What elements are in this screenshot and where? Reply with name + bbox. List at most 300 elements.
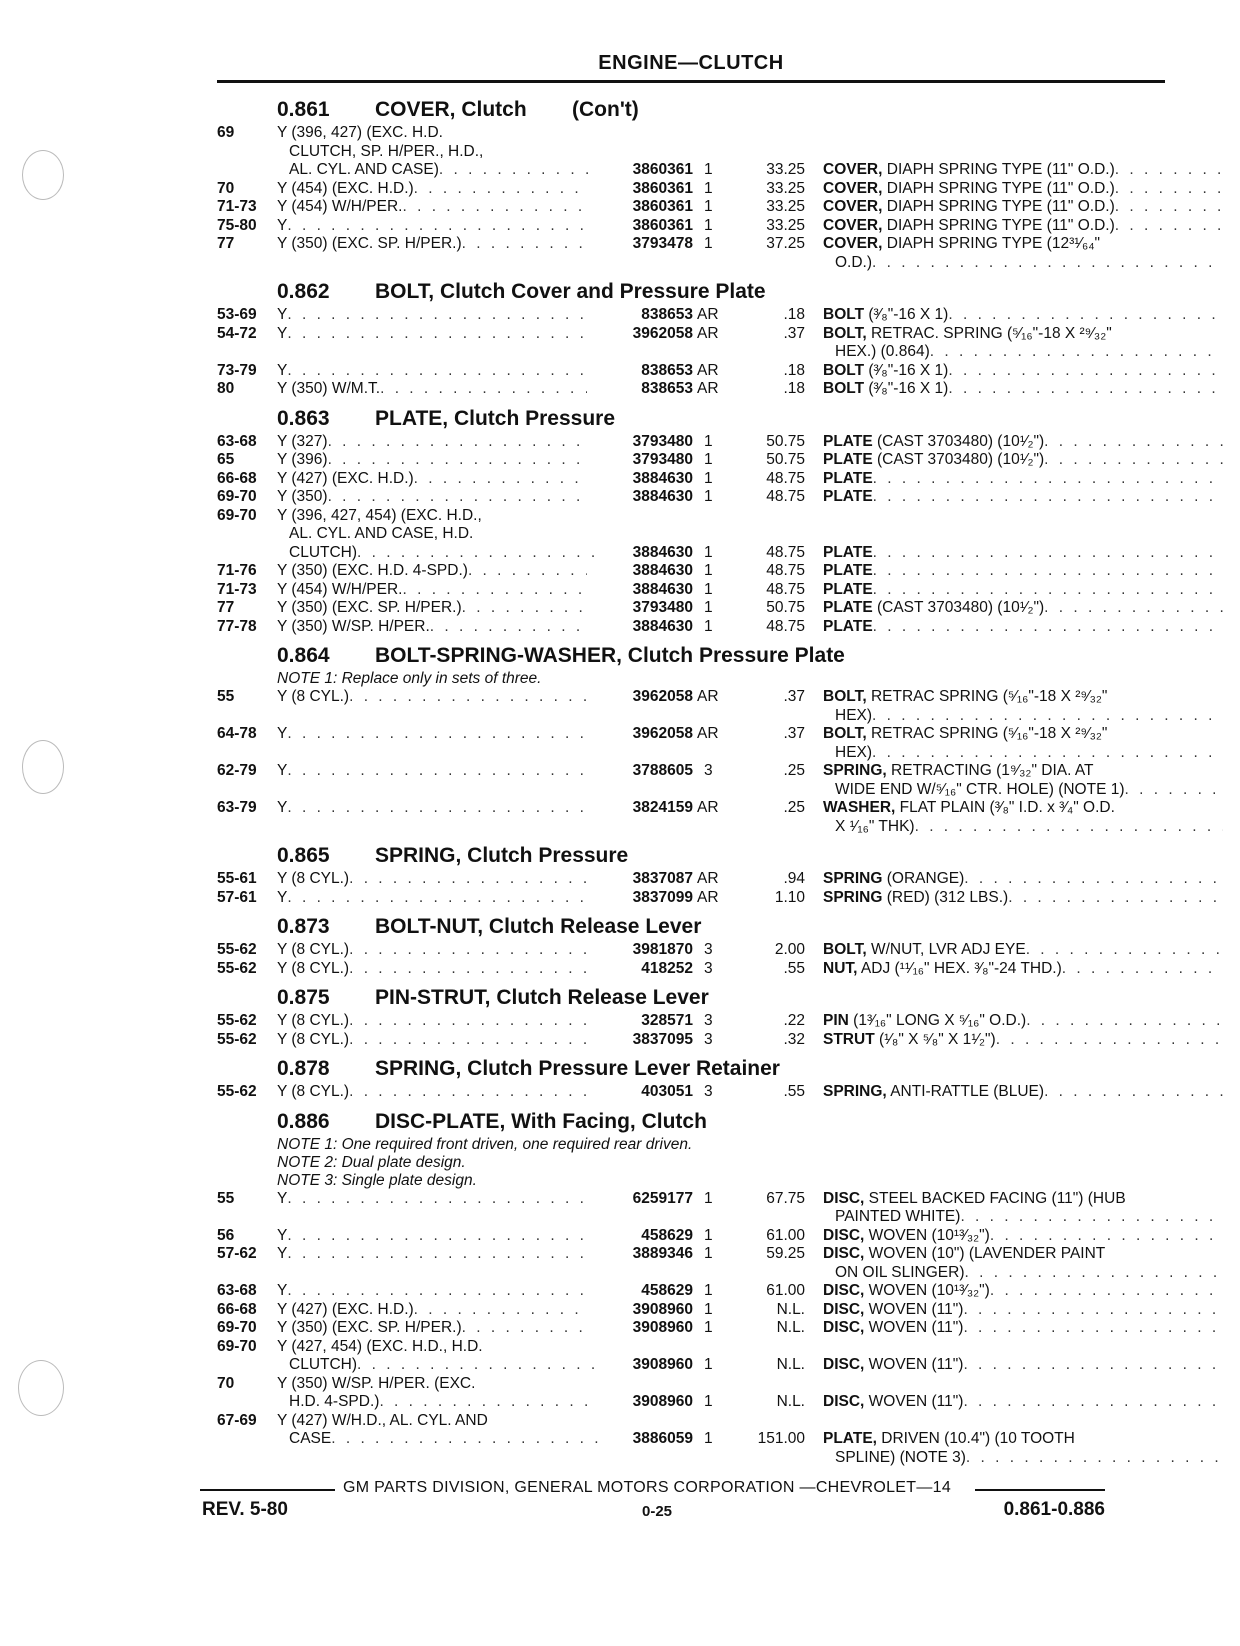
application: Y xyxy=(277,324,288,342)
catalog-row xyxy=(217,1227,1167,1246)
dot-leader xyxy=(1008,889,1223,908)
price: 61.00 xyxy=(766,1282,805,1299)
price: N.L. xyxy=(776,1319,805,1336)
catalog-row xyxy=(217,380,1167,399)
dot-leader xyxy=(462,599,587,618)
description-keyword: PLATE xyxy=(823,580,873,598)
quantity: 1 xyxy=(704,488,713,505)
dot-leader xyxy=(872,707,1223,726)
dot-leader xyxy=(930,343,1223,362)
footer-corporation: GM PARTS DIVISION, GENERAL MOTORS CORPORATION —CHEVROLET—14 xyxy=(343,1479,952,1496)
description-text: ADJ (¹¹⁄₁₆" HEX. ³⁄₈"-24 THD.) xyxy=(860,959,1062,977)
catalog-row xyxy=(217,433,1167,452)
application: Y (8 CYL.) xyxy=(277,1030,350,1048)
description-text: WIDE END W/⁵⁄₁₆" CTR. HOLE) (NOTE 1) xyxy=(835,780,1125,798)
model-years: 57-62 xyxy=(217,1245,257,1262)
price: .55 xyxy=(783,959,805,977)
quantity: 1 xyxy=(704,235,713,252)
section-heading xyxy=(217,1053,1167,1083)
model-years: 54-72 xyxy=(217,324,257,342)
part-number: 3884630 xyxy=(632,562,693,579)
catalog-row xyxy=(217,1301,1167,1320)
dot-leader xyxy=(948,306,1223,325)
application: Y (350) (EXC. SP. H/PER.) xyxy=(277,599,462,616)
price: 48.75 xyxy=(766,580,805,598)
part-number: 3860361 xyxy=(632,216,693,234)
dot-leader xyxy=(414,180,587,199)
price: .37 xyxy=(783,324,805,342)
catalog-row xyxy=(217,1375,1167,1412)
dot-leader xyxy=(960,1208,1223,1227)
catalog-row xyxy=(217,889,1167,908)
quantity: AR xyxy=(697,324,719,342)
description-keyword: SPRING, xyxy=(823,762,887,779)
catalog-row xyxy=(217,217,1167,236)
section-name: BOLT-NUT, Clutch Release Lever xyxy=(375,915,702,938)
application: Y (454) W/H/PER. xyxy=(277,198,403,215)
quantity: AR xyxy=(697,361,719,379)
dot-leader xyxy=(349,941,587,960)
model-years: 63-79 xyxy=(217,799,257,816)
part-number: 3908960 xyxy=(632,1319,693,1336)
dot-leader xyxy=(414,470,587,489)
application: Y (396, 427) (EXC. H.D. xyxy=(277,124,443,141)
dot-leader xyxy=(964,1264,1223,1283)
application: Y (350) W/SP. H/PER. xyxy=(277,617,430,635)
description-text: DRIVEN (10.4") (10 TOOTH xyxy=(881,1430,1075,1447)
dot-leader xyxy=(287,1190,587,1209)
section-continued: (Con't) xyxy=(572,98,639,121)
price: N.L. xyxy=(776,1356,805,1373)
description-keyword: PIN xyxy=(823,1012,849,1029)
model-years: 55 xyxy=(217,688,235,705)
description-keyword: DISC, xyxy=(823,1300,865,1318)
quantity: AR xyxy=(697,688,719,705)
price: 48.75 xyxy=(766,469,805,487)
description-text: DIAPH SPRING TYPE (11" O.D.) xyxy=(886,179,1115,197)
section-note: NOTE 1: One required front driven, one required rear driven. xyxy=(277,1135,693,1153)
application: Y xyxy=(277,216,288,234)
description-keyword: COVER, xyxy=(823,235,883,252)
section-heading xyxy=(217,640,1167,670)
catalog-row xyxy=(217,1282,1167,1301)
description-text: WOVEN (10¹³⁄₃₂") xyxy=(868,1282,990,1299)
section-heading xyxy=(217,1106,1167,1136)
section-number: 0.886 xyxy=(277,1109,330,1133)
section-number: 0.878 xyxy=(277,1057,330,1080)
model-years: 55 xyxy=(217,1189,235,1207)
dot-leader xyxy=(380,380,587,399)
dot-leader xyxy=(873,488,1223,507)
price: .37 xyxy=(783,725,805,742)
price: .18 xyxy=(783,380,805,397)
application: Y (350) W/SP. H/PER. (EXC. xyxy=(277,1374,476,1392)
catalog-row xyxy=(217,488,1167,507)
catalog-row xyxy=(217,1319,1167,1338)
model-years: 62-79 xyxy=(217,762,257,779)
model-years: 53-69 xyxy=(217,306,257,323)
description-text: (CAST 3703480) (10¹⁄₂") xyxy=(876,451,1045,468)
description-keyword: NUT, xyxy=(823,959,858,977)
model-years: 71-76 xyxy=(217,562,257,579)
price: 50.75 xyxy=(766,451,805,468)
part-number: 458629 xyxy=(641,1226,693,1244)
catalog-row xyxy=(217,1083,1167,1102)
dot-leader xyxy=(287,1227,587,1246)
dot-leader xyxy=(873,618,1223,637)
price: 67.75 xyxy=(766,1189,805,1207)
description-text: (³⁄₈"-16 X 1) xyxy=(868,306,949,323)
catalog-row xyxy=(217,725,1167,762)
binder-hole-mark xyxy=(18,1360,64,1416)
description-keyword: PLATE xyxy=(823,617,873,635)
dot-leader xyxy=(287,1282,587,1301)
description-keyword: STRUT xyxy=(823,1030,875,1048)
dot-leader xyxy=(963,1319,1223,1338)
description-keyword: PLATE xyxy=(823,469,873,487)
application: Y (396, 427, 454) (EXC. H.D., xyxy=(277,506,482,524)
application: CLUTCH, SP. H/PER., H.D., xyxy=(289,142,484,160)
application: AL. CYL. AND CASE, H.D. xyxy=(289,525,474,542)
description-keyword: BOLT xyxy=(823,361,865,379)
footer-page-number: 0-25 xyxy=(642,1503,673,1520)
description-keyword: BOLT, xyxy=(823,324,867,342)
catalog-row xyxy=(217,762,1167,799)
price: 59.25 xyxy=(766,1245,805,1262)
quantity: AR xyxy=(697,888,719,906)
application: Y xyxy=(277,725,288,742)
description-text: (ORANGE) xyxy=(886,870,965,887)
dot-leader xyxy=(439,161,599,180)
quantity: AR xyxy=(697,870,719,887)
description-text: DIAPH SPRING TYPE (11" O.D.) xyxy=(886,216,1115,234)
part-number: 3793478 xyxy=(632,235,693,252)
part-number: 3884630 xyxy=(632,543,693,561)
dot-leader xyxy=(357,1356,599,1375)
part-number: 3824159 xyxy=(632,799,693,816)
price: 151.00 xyxy=(757,1430,805,1447)
model-years: 71-73 xyxy=(217,198,257,215)
catalog-row xyxy=(217,180,1167,199)
dot-leader xyxy=(462,235,587,254)
dot-leader xyxy=(414,1301,587,1320)
part-number: 3837087 xyxy=(632,870,693,887)
description-keyword: COVER, xyxy=(823,161,883,178)
description-text: SPLINE) (NOTE 3) xyxy=(835,1448,966,1466)
dot-leader xyxy=(990,1282,1223,1301)
dot-leader xyxy=(349,1031,587,1050)
application: H.D. 4-SPD.) xyxy=(289,1393,380,1410)
quantity: 3 xyxy=(704,1030,713,1048)
quantity: 1 xyxy=(704,617,713,635)
description-text: RETRAC SPRING (⁵⁄₁₆"-18 X ²⁹⁄₃₂" xyxy=(870,688,1108,705)
model-years: 55-62 xyxy=(217,1030,257,1048)
section-note: NOTE 3: Single plate design. xyxy=(277,1171,477,1189)
page-header xyxy=(217,52,1165,83)
application: CLUTCH) xyxy=(289,1356,358,1373)
part-number: 3860361 xyxy=(632,161,693,178)
price: .25 xyxy=(783,799,805,816)
part-number: 3788605 xyxy=(632,762,693,779)
quantity: 1 xyxy=(704,432,713,450)
price: .25 xyxy=(783,762,805,779)
dot-leader xyxy=(1125,781,1224,800)
dot-leader xyxy=(402,581,587,600)
description-text: HEX.) (0.864) xyxy=(835,343,930,360)
description-text: (CAST 3703480) (10¹⁄₂") xyxy=(876,599,1045,616)
application: Y (350) xyxy=(277,488,328,505)
description-text: X ¹⁄₁₆" THK) xyxy=(835,817,915,835)
description-text: (CAST 3703480) (10¹⁄₂") xyxy=(876,432,1045,450)
description-keyword: DISC, xyxy=(823,1319,865,1336)
application: Y (8 CYL.) xyxy=(277,1083,350,1100)
model-years: 56 xyxy=(217,1226,235,1244)
description-keyword: PLATE xyxy=(823,562,873,579)
dot-leader xyxy=(1115,217,1223,236)
dot-leader xyxy=(1115,198,1223,217)
dot-leader xyxy=(996,1031,1223,1050)
section-name: SPRING, Clutch Pressure xyxy=(375,844,629,867)
catalog-row xyxy=(217,799,1167,836)
part-number: 3908960 xyxy=(632,1300,693,1318)
price: .55 xyxy=(783,1083,805,1100)
part-number: 3793480 xyxy=(632,451,693,468)
description-keyword: PLATE xyxy=(823,451,873,468)
dot-leader xyxy=(328,451,587,470)
dot-leader xyxy=(1044,451,1223,470)
dot-leader xyxy=(349,1083,587,1102)
price: .18 xyxy=(783,361,805,379)
description-keyword: WASHER, xyxy=(823,799,896,816)
section-name: DISC-PLATE, With Facing, Clutch xyxy=(375,1109,707,1133)
application: Y (8 CYL.) xyxy=(277,870,350,887)
dot-leader xyxy=(1062,960,1223,979)
part-number: 3793480 xyxy=(632,432,693,450)
dot-leader xyxy=(966,1449,1223,1468)
description-keyword: DISC, xyxy=(823,1245,865,1262)
application: Y (454) (EXC. H.D.) xyxy=(277,179,414,197)
quantity: 1 xyxy=(704,562,713,579)
quantity: 1 xyxy=(704,469,713,487)
description-keyword: BOLT xyxy=(823,380,865,397)
catalog-row xyxy=(217,1412,1167,1468)
section-number: 0.862 xyxy=(277,280,330,303)
description-keyword: PLATE, xyxy=(823,1430,877,1447)
section-name: BOLT, Clutch Cover and Pressure Plate xyxy=(375,280,766,303)
dot-leader xyxy=(948,362,1223,381)
part-number: 3884630 xyxy=(632,580,693,598)
catalog-row xyxy=(217,451,1167,470)
application: Y xyxy=(277,799,288,816)
description-keyword: DISC, xyxy=(823,1356,865,1373)
part-number: 403051 xyxy=(641,1083,693,1100)
quantity: 1 xyxy=(704,1245,713,1262)
footer-rule-left xyxy=(200,1489,335,1491)
part-number: 3837095 xyxy=(632,1030,693,1048)
price: 33.25 xyxy=(766,216,805,234)
dot-leader xyxy=(873,581,1223,600)
dot-leader xyxy=(963,1393,1223,1412)
model-years: 67-69 xyxy=(217,1411,257,1429)
description-keyword: BOLT, xyxy=(823,941,867,958)
description-text: ANTI-RATTLE (BLUE) xyxy=(890,1083,1045,1100)
price: 48.75 xyxy=(766,543,805,561)
price: 33.25 xyxy=(766,179,805,197)
section-number: 0.864 xyxy=(277,644,330,667)
part-number: 328571 xyxy=(641,1012,693,1029)
model-years: 55-62 xyxy=(217,1083,257,1100)
section-heading xyxy=(217,982,1167,1012)
description-text: DIAPH SPRING TYPE (11" O.D.) xyxy=(886,198,1115,215)
price: 33.25 xyxy=(766,161,805,178)
price: .37 xyxy=(783,688,805,705)
price: 50.75 xyxy=(766,599,805,616)
description-text: RETRACTING (1⁹⁄₃₂" DIA. AT xyxy=(891,762,1094,779)
model-years: 66-68 xyxy=(217,469,257,487)
dot-leader xyxy=(963,1301,1223,1320)
description-text: PAINTED WHITE) xyxy=(835,1208,961,1225)
application: Y xyxy=(277,306,288,323)
dot-leader xyxy=(1115,180,1223,199)
description-keyword: COVER, xyxy=(823,198,883,215)
description-text: RETRAC. SPRING (⁵⁄₁₆"-18 X ²⁹⁄₃₂" xyxy=(870,324,1112,342)
dot-leader xyxy=(1044,1083,1223,1102)
quantity: AR xyxy=(697,306,719,323)
price: 48.75 xyxy=(766,617,805,635)
section-name: PIN-STRUT, Clutch Release Lever xyxy=(375,986,709,1009)
application: Y (350) W/M.T. xyxy=(277,380,381,397)
model-years: 69-70 xyxy=(217,1319,257,1336)
model-years: 77-78 xyxy=(217,617,257,635)
application: Y xyxy=(277,361,288,379)
footer-section-range: 0.861-0.886 xyxy=(1003,1499,1105,1520)
application: Y xyxy=(277,1282,288,1299)
catalog-row xyxy=(217,960,1167,979)
description-text: DIAPH SPRING TYPE (11" O.D.) xyxy=(886,161,1115,178)
model-years: 77 xyxy=(217,599,235,616)
catalog-row xyxy=(217,581,1167,600)
model-years: 75-80 xyxy=(217,216,257,234)
footer-revision: REV. 5-80 xyxy=(202,1499,288,1520)
description-text: WOVEN (11") xyxy=(868,1319,964,1336)
part-number: 3962058 xyxy=(632,688,693,705)
dot-leader xyxy=(287,362,587,381)
application: Y (350) (EXC. SP. H/PER.) xyxy=(277,1319,462,1336)
part-number: 3884630 xyxy=(632,617,693,635)
model-years: 69-70 xyxy=(217,488,257,505)
quantity: 1 xyxy=(704,179,713,197)
application: Y (427, 454) (EXC. H.D., H.D. xyxy=(277,1337,483,1355)
application: Y (8 CYL.) xyxy=(277,1012,350,1029)
description-keyword: PLATE xyxy=(823,543,873,561)
dot-leader xyxy=(287,1245,587,1264)
model-years: 55-61 xyxy=(217,870,257,887)
catalog-row xyxy=(217,870,1167,889)
quantity: 1 xyxy=(704,1300,713,1318)
part-number: 418252 xyxy=(641,959,693,977)
price: 2.00 xyxy=(774,941,805,958)
section-number: 0.865 xyxy=(277,844,330,867)
quantity: 3 xyxy=(704,1012,713,1029)
dot-leader xyxy=(990,1227,1223,1246)
dot-leader xyxy=(462,1319,587,1338)
application: Y (427) (EXC. H.D.) xyxy=(277,1300,414,1318)
model-years: 77 xyxy=(217,235,235,252)
dot-leader xyxy=(872,744,1223,763)
description-text: STEEL BACKED FACING (11") (HUB xyxy=(868,1189,1126,1207)
quantity: 1 xyxy=(704,1226,713,1244)
catalog-row xyxy=(217,325,1167,362)
dot-leader xyxy=(948,380,1223,399)
description-keyword: SPRING xyxy=(823,870,883,887)
description-text: (RED) (312 LBS.) xyxy=(886,888,1009,906)
quantity: 3 xyxy=(704,762,713,779)
dot-leader xyxy=(1044,599,1223,618)
dot-leader xyxy=(872,254,1223,273)
application: Y (396) xyxy=(277,451,328,468)
application: Y xyxy=(277,1226,288,1244)
catalog-row xyxy=(217,1190,1167,1227)
catalog-row xyxy=(217,1012,1167,1031)
dot-leader xyxy=(349,1012,587,1031)
price: 48.75 xyxy=(766,488,805,505)
model-years: 64-78 xyxy=(217,725,257,742)
dot-leader xyxy=(287,725,587,744)
section-note: NOTE 1: Replace only in sets of three. xyxy=(277,670,542,687)
catalog-row xyxy=(217,362,1167,381)
quantity: 1 xyxy=(704,543,713,561)
price: 61.00 xyxy=(766,1226,805,1244)
description-text: (³⁄₈"-16 X 1) xyxy=(868,361,949,379)
dot-leader xyxy=(873,544,1223,563)
part-number: 3886059 xyxy=(632,1430,693,1447)
dot-leader xyxy=(379,1393,599,1412)
description-keyword: DISC, xyxy=(823,1226,865,1244)
quantity: AR xyxy=(697,799,719,816)
dot-leader xyxy=(873,470,1223,489)
parts-catalog-body xyxy=(217,90,1167,1467)
description-text: RETRAC SPRING (⁵⁄₁₆"-18 X ²⁹⁄₃₂" xyxy=(870,725,1108,742)
model-years: 65 xyxy=(217,451,235,468)
application: Y xyxy=(277,1189,288,1207)
description-keyword: PLATE xyxy=(823,488,873,505)
description-text: WOVEN (10") (LAVENDER PAINT xyxy=(868,1245,1106,1262)
quantity: 1 xyxy=(704,216,713,234)
dot-leader xyxy=(873,562,1223,581)
catalog-row xyxy=(217,306,1167,325)
dot-leader xyxy=(430,618,587,637)
model-years: 57-61 xyxy=(217,888,257,906)
description-text: (1³⁄₁₆" LONG X ⁵⁄₁₆" O.D.) xyxy=(853,1012,1027,1029)
part-number: 3962058 xyxy=(632,324,693,342)
price: N.L. xyxy=(776,1393,805,1410)
application: CLUTCH) xyxy=(289,543,358,561)
model-years: 69-70 xyxy=(217,506,257,524)
description-keyword: BOLT, xyxy=(823,688,867,705)
description-keyword: COVER, xyxy=(823,179,883,197)
quantity: 1 xyxy=(704,1393,713,1410)
price: .32 xyxy=(783,1030,805,1048)
application: Y xyxy=(277,762,288,779)
quantity: 1 xyxy=(704,1430,713,1447)
part-number: 3860361 xyxy=(632,198,693,215)
section-heading xyxy=(217,911,1167,941)
part-number: 3837099 xyxy=(632,888,693,906)
model-years: 69-70 xyxy=(217,1337,257,1355)
catalog-row xyxy=(217,198,1167,217)
section-name: SPRING, Clutch Pressure Lever Retainer xyxy=(375,1057,780,1080)
section-heading xyxy=(217,840,1167,870)
